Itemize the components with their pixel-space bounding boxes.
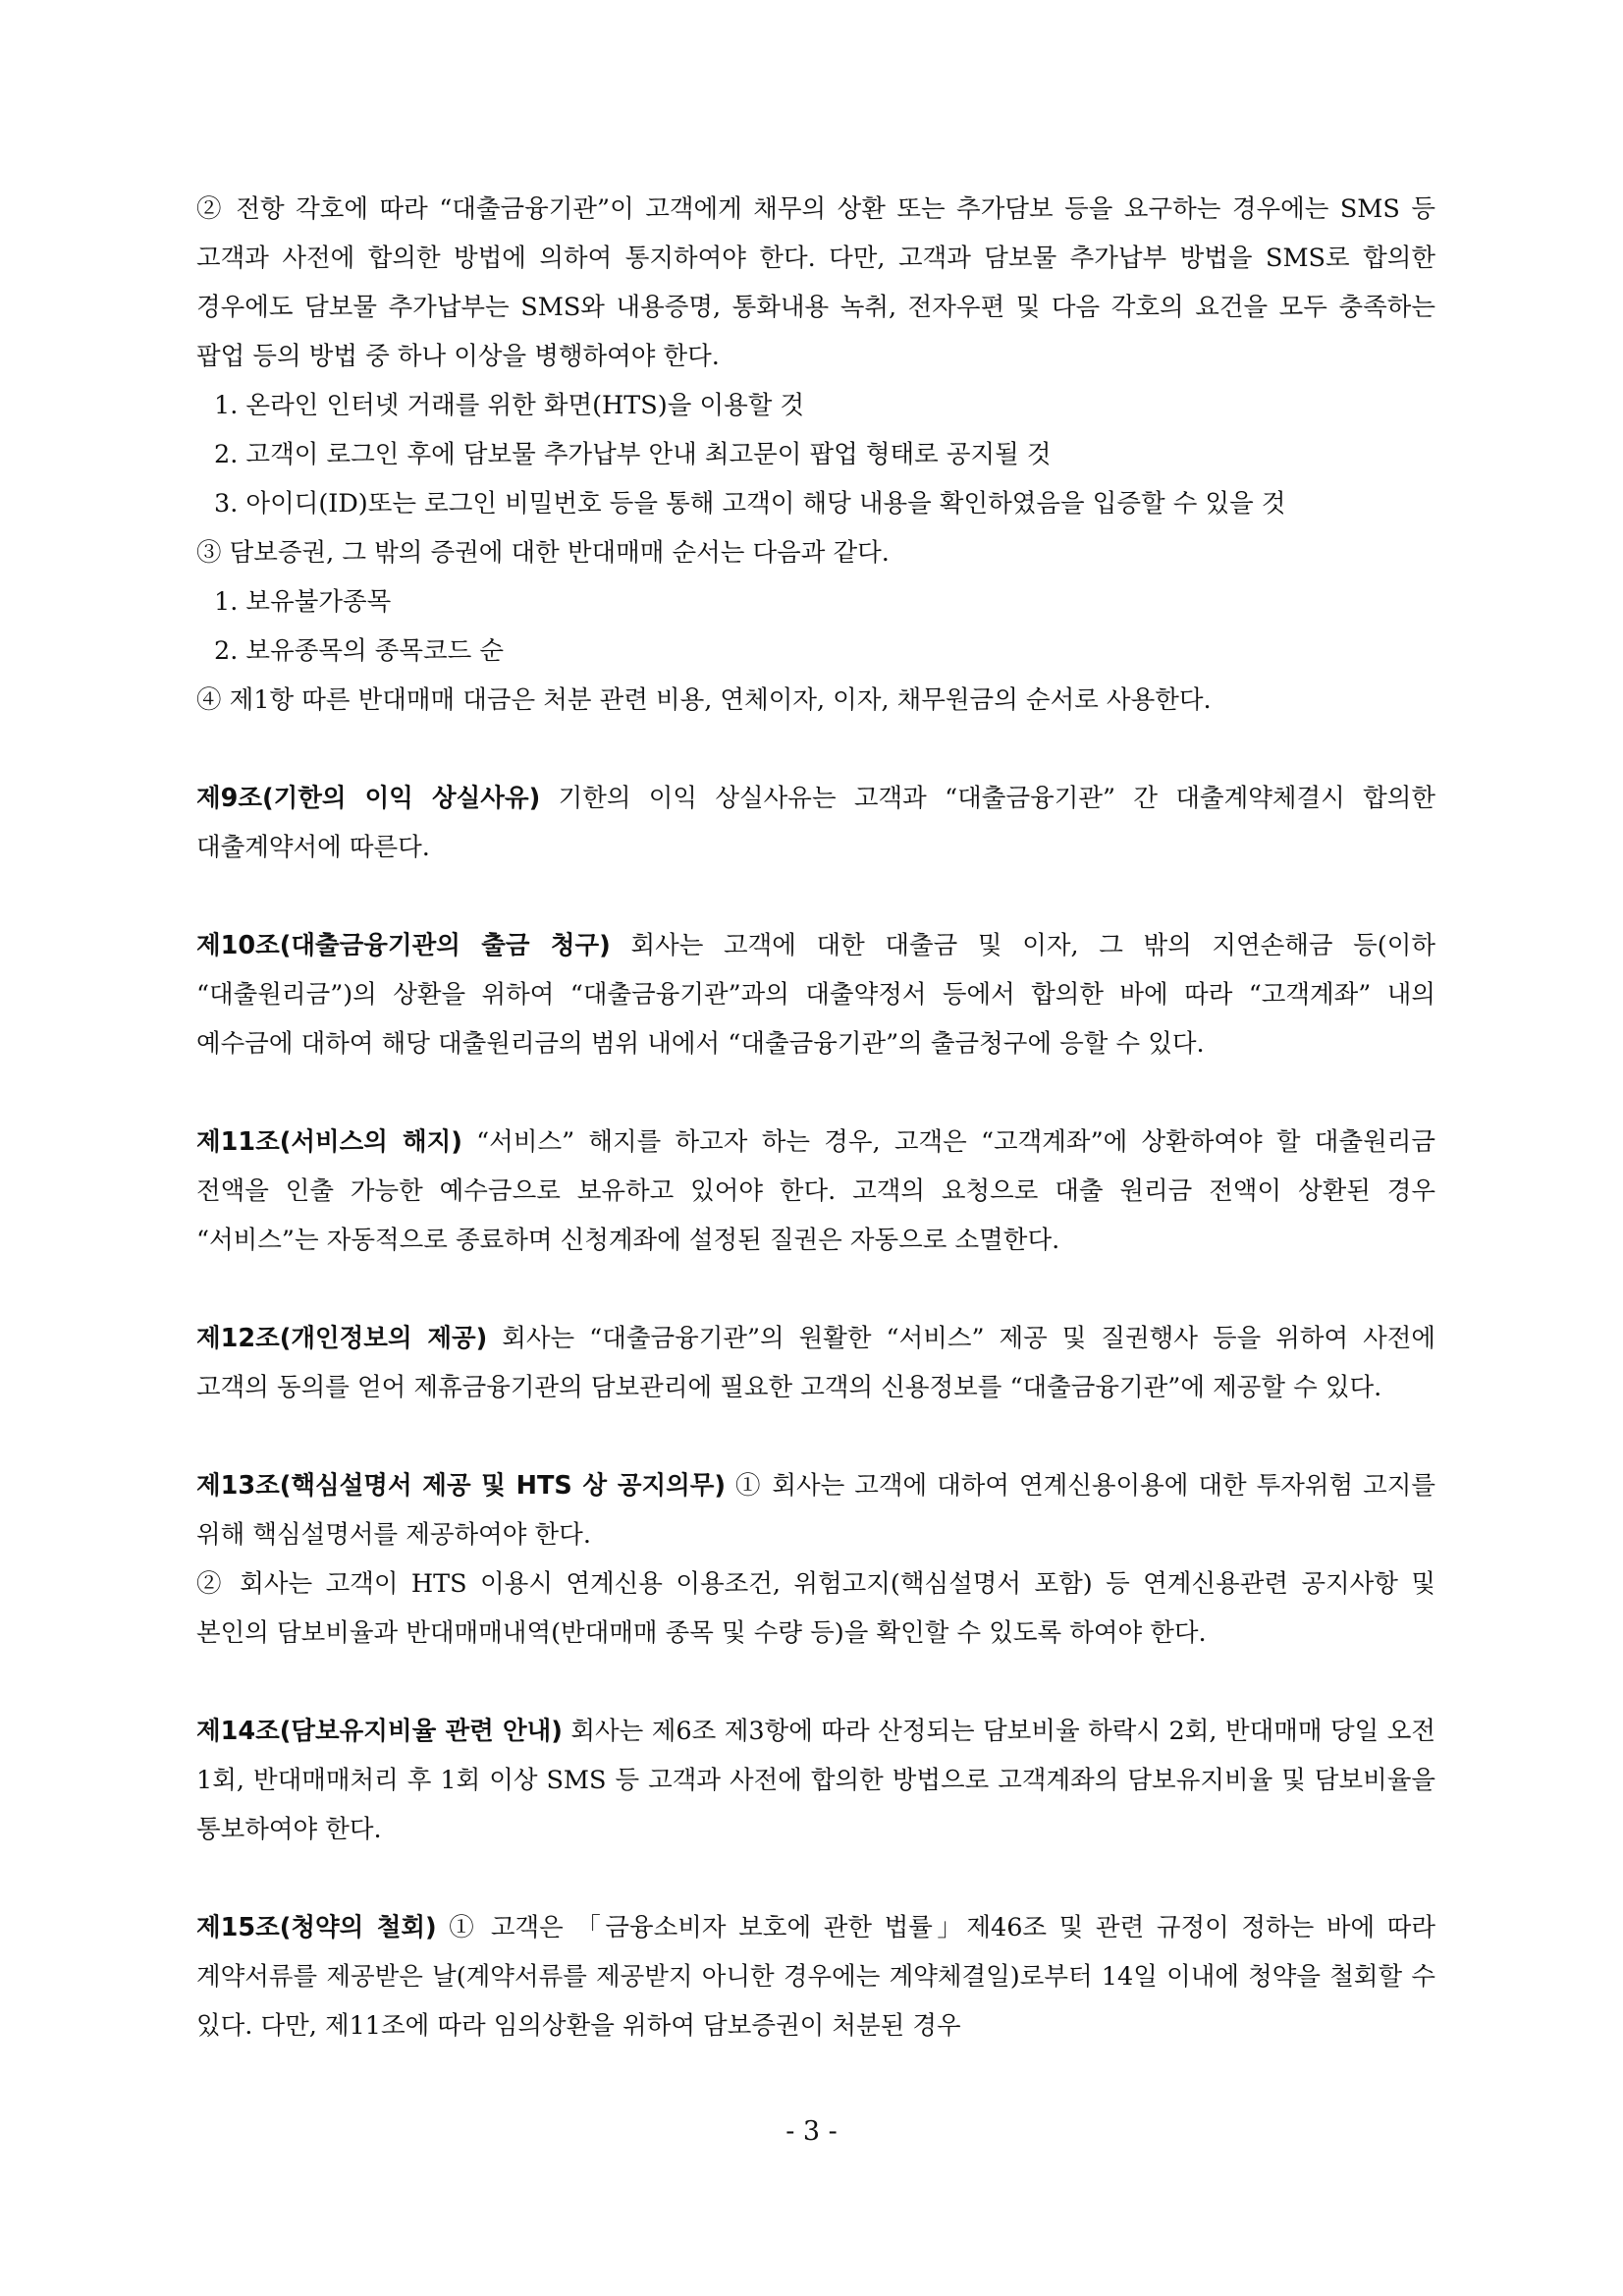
- spacer: [196, 725, 1435, 774]
- article-10: [196, 921, 1435, 1068]
- article-15: [196, 1903, 1435, 2050]
- list-item: 1. 보유불가종목: [214, 587, 392, 617]
- article-13: [196, 1461, 1435, 1559]
- document-body: [196, 185, 1435, 2050]
- article-8-paragraph-4: ④ 제1항 따른 반대매매 대금은 처분 관련 비용, 연체이자, 이자, 채무원금의 순서로 사용한다.: [196, 685, 1212, 715]
- spacer: [196, 872, 1435, 921]
- article-8-paragraph-2: ② 전항 각호에 따라 “대출금융기관”이 고객에게 채무의 상환 또는 추가담보 등을 요구하는 경우에는 SMS 등 고객과 사전에 합의한 방법에 의하여 통지하여야 한다. 다만, 고객과 담보물 추가납부 방법을 SMS로 합의한 경우에도 담보물 추가납부는 SMS와 내용증명, 통화내용 녹취, 전자우편 및 다음 각호의 요건을 모두 충족하는 팝업 등의 방법 중 하나 이상을 병행하여야 한다.: [196, 194, 1435, 371]
- article-11: [196, 1118, 1435, 1265]
- list-item: 2. 고객이 로그인 후에 담보물 추가납부 안내 최고문이 팝업 형태로 공지될 것: [214, 440, 1052, 469]
- article-14: [196, 1707, 1435, 1854]
- list-item: 2. 보유종목의 종목코드 순: [214, 636, 504, 666]
- article-12-heading: 제12조(개인정보의 제공): [196, 1324, 488, 1353]
- article-10-heading: 제10조(대출금융기관의 출금 청구): [196, 931, 611, 960]
- article-9: [196, 774, 1435, 872]
- spacer: [196, 1412, 1435, 1461]
- article-9-body: 기한의 이익 상실사유는 고객과 “대출금융기관” 간 대출계약체결시 합의한 대출계약서에 따른다.: [196, 784, 1435, 862]
- article-11-body: “서비스” 해지를 하고자 하는 경우, 고객은 “고객계좌”에 상환하여야 할 대출원리금 전액을 인출 가능한 예수금으로 보유하고 있어야 한다. 고객의 요청으로 대출 원리금 전액이 상환된 경우 “서비스”는 자동적으로 종료하며 신청계좌에 설정된 질권은 자동으로 소멸한다.: [196, 1127, 1435, 1255]
- article-12: [196, 1314, 1435, 1412]
- spacer: [196, 1265, 1435, 1314]
- article-10-body: 회사는 고객에 대한 대출금 및 이자, 그 밖의 지연손해금 등(이하 “대출원리금”)의 상환을 위하여 “대출금융기관”과의 대출약정서 등에서 합의한 바에 따라 “고객계좌” 내의 예수금에 대하여 해당 대출원리금의 범위 내에서 “대출금융기관”의 출금청구에 응할 수 있다.: [196, 931, 1435, 1059]
- article-15-heading: 제15조(청약의 철회): [196, 1913, 437, 1942]
- article-12-body: 회사는 “대출금융기관”의 원활한 “서비스” 제공 및 질권행사 등을 위하여 사전에 고객의 동의를 얻어 제휴금융기관의 담보관리에 필요한 고객의 신용정보를 “대출금융기관”에 제공할 수 있다.: [196, 1324, 1435, 1402]
- article-14-body: 회사는 제6조 제3항에 따라 산정되는 담보비율 하락시 2회, 반대매매 당일 오전 1회, 반대매매처리 후 1회 이상 SMS 등 고객과 사전에 합의한 방법으로 고객계좌의 담보유지비율 및 담보비율을 통보하여야 한다.: [196, 1717, 1435, 1844]
- article-13-body: ① 회사는 고객에 대하여 연계신용이용에 대한 투자위험 고지를 위해 핵심설명서를 제공하여야 한다.: [196, 1471, 1435, 1550]
- article-13-paragraph-2: ② 회사는 고객이 HTS 이용시 연계신용 이용조건, 위험고지(핵심설명서 포함) 등 연계신용관련 공지사항 및 본인의 담보비율과 반대매매내역(반대매매 종목 및 수량 등)을 확인할 수 있도록 하여야 한다.: [196, 1569, 1435, 1648]
- spacer: [196, 1854, 1435, 1903]
- article-14-heading: 제14조(담보유지비율 관련 안내): [196, 1717, 563, 1746]
- article-8-paragraph-3: ③ 담보증권, 그 밖의 증권에 대한 반대매매 순서는 다음과 같다.: [196, 538, 890, 568]
- page-number: - 3 -: [785, 2116, 838, 2147]
- article-11-heading: 제11조(서비스의 해지): [196, 1127, 462, 1157]
- list-item: 1. 온라인 인터넷 거래를 위한 화면(HTS)을 이용할 것: [214, 391, 805, 420]
- spacer: [196, 1068, 1435, 1118]
- list-item: 3. 아이디(ID)또는 로그인 비밀번호 등을 통해 고객이 해당 내용을 확인하였음을 입증할 수 있을 것: [214, 489, 1286, 519]
- article-15-body: ① 고객은 「금융소비자 보호에 관한 법률」제46조 및 관련 규정이 정하는 바에 따라 계약서류를 제공받은 날(계약서류를 제공받지 아니한 경우에는 계약체결일)로부터 14일 이내에 청약을 철회할 수 있다. 다만, 제11조에 따라 임의상환을 위하여 담보증권이 처분된 경우: [196, 1913, 1435, 2041]
- article-13-heading: 제13조(핵심설명서 제공 및 HTS 상 공지의무): [196, 1471, 727, 1501]
- article-9-heading: 제9조(기한의 이익 상실사유): [196, 784, 541, 813]
- spacer: [196, 1658, 1435, 1707]
